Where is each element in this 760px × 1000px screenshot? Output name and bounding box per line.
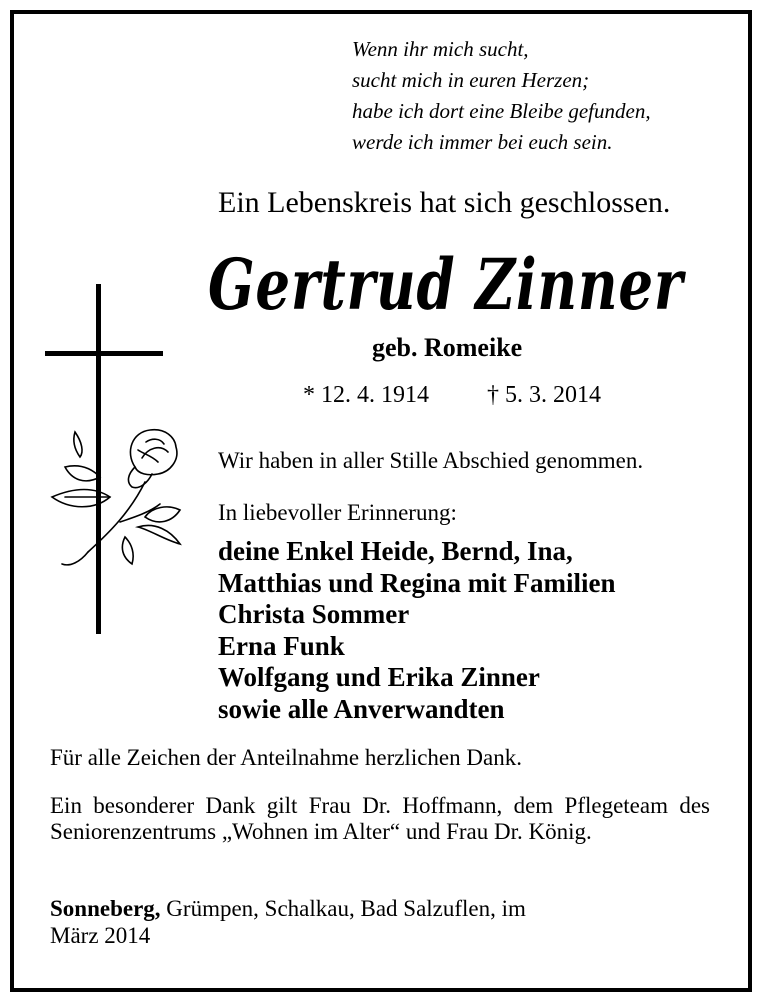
place-main: Sonneberg, xyxy=(50,896,161,921)
mourner-line: sowie alle Anverwandten xyxy=(218,693,505,724)
place-date xyxy=(50,895,526,949)
mourner-line: Matthias und Regina mit Familien xyxy=(218,567,616,598)
memory-label: In liebevoller Erinnerung: xyxy=(218,500,457,525)
mourners-list xyxy=(218,536,616,725)
farewell-text: Wir haben in aller Stille Abschied genommen. xyxy=(218,448,644,473)
death-date: † 5. 3. 2014 xyxy=(487,382,601,408)
mourner-line: Christa Sommer xyxy=(218,599,410,629)
cross-icon xyxy=(40,282,190,642)
poem-line: habe ich dort eine Bleibe gefunden, xyxy=(352,99,651,123)
special-thanks-text: Ein besonderer Dank gilt Frau Dr. Hoffmann, dem Pflegeteam des Seniorenzentrums „Wohnen im Alter“ und Frau Dr. König. xyxy=(50,793,710,844)
poem-line: Wenn ihr mich sucht, xyxy=(352,37,529,61)
poem xyxy=(352,34,651,158)
birth-date: * 12. 4. 1914 xyxy=(303,382,429,408)
mourner-line: Wolfgang und Erika Zinner xyxy=(218,662,540,692)
rose-icon xyxy=(52,430,180,565)
month-year: März 2014 xyxy=(50,923,151,948)
life-dates xyxy=(303,382,601,409)
place-rest: Grümpen, Schalkau, Bad Salzuflen, im xyxy=(160,896,526,921)
intro-text: Ein Lebenskreis hat sich geschlossen. xyxy=(218,186,671,219)
mourner-line: deine Enkel Heide, Bernd, Ina, xyxy=(218,536,573,566)
thanks-text: Für alle Zeichen der Anteilnahme herzlichen Dank. xyxy=(50,745,522,770)
birth-name: geb. Romeike xyxy=(372,333,523,362)
mourner-line: Erna Funk xyxy=(218,630,345,661)
poem-line: werde ich immer bei euch sein. xyxy=(352,130,613,154)
poem-line: sucht mich in euren Herzen; xyxy=(352,68,590,92)
deceased-name: Gertrud Zinner xyxy=(208,243,684,326)
